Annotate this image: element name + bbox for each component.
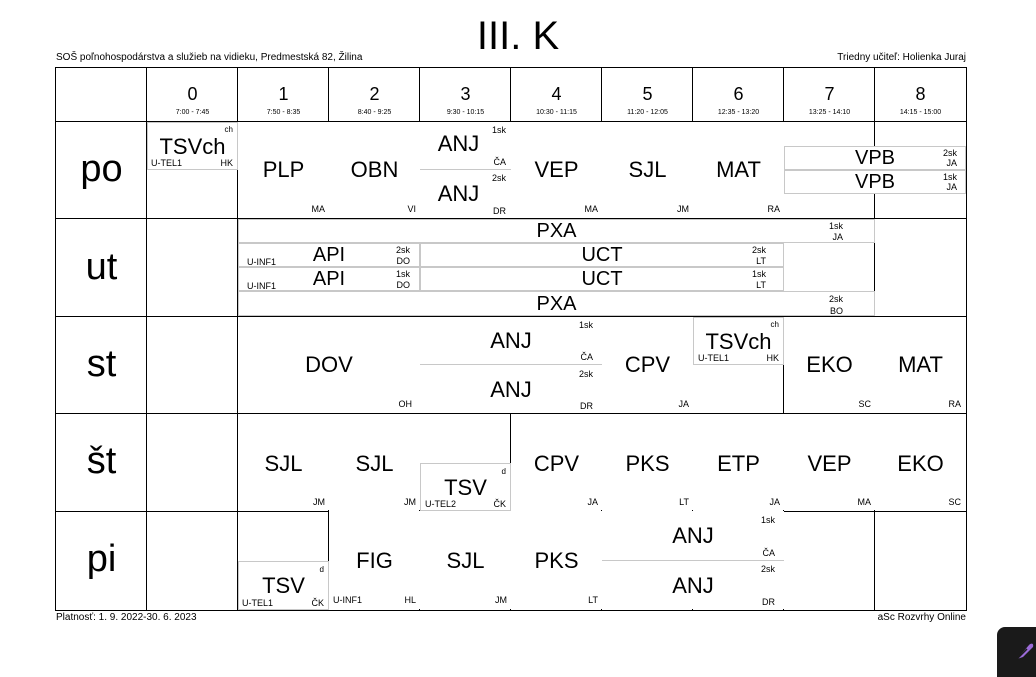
lesson-group: 2sk [578,369,593,379]
lesson-teacher: HK [766,353,779,363]
lesson-subject: FIG [356,548,393,573]
lesson-card[interactable] [420,511,511,609]
lesson-card[interactable] [420,243,784,267]
period-number: 5 [642,84,653,104]
lesson-teacher: RA [948,399,961,409]
lesson-card[interactable] [238,122,329,218]
lesson-subject: ANJ [437,131,480,156]
day-label-po: po [80,148,123,190]
lesson-subject: ANJ [490,377,532,402]
period-number: 0 [187,84,198,104]
period-time: 10:30 - 11:15 [536,109,577,116]
lesson-teacher: HK [220,158,233,168]
lesson-subject: SJL [264,451,303,476]
lesson-subject: SJL [628,157,667,182]
period-number: 4 [551,84,562,104]
lesson-teacher: ČA [493,157,506,167]
lesson-subject: PKS [625,451,670,476]
lesson-card[interactable] [602,414,693,510]
lesson-teacher: SC [948,497,961,507]
lesson-room: U-TEL1 [242,598,274,608]
lesson-subject: TSV [262,573,305,598]
lesson-teacher: JA [946,182,957,192]
lesson-card[interactable] [420,317,602,365]
period-time: 14:15 - 15:00 [899,109,942,116]
lesson-subject: TSVch [159,134,226,159]
lesson-teacher: MA [311,204,325,214]
lesson-card[interactable] [238,414,329,510]
lesson-card[interactable] [420,122,511,170]
lesson-teacher: RA [767,204,780,214]
lesson-card[interactable] [784,170,966,194]
lesson-teacher: JA [769,497,780,507]
day-label-ut: ut [85,246,118,288]
lesson-card[interactable] [693,414,784,510]
lesson-room: U-TEL1 [698,353,730,363]
lesson-teacher: LT [756,280,766,290]
credit-note: aSc Rozvrhy Online [877,612,966,623]
lesson-subject: ANJ [437,181,480,206]
lesson-teacher: MA [584,204,598,214]
lesson-card[interactable] [693,122,784,218]
lesson-card[interactable] [511,414,602,510]
lesson-subject: ANJ [672,523,714,548]
lesson-group: 1sk [942,172,957,182]
day-label-st: st [86,343,117,385]
lesson-group: 2sk [395,245,410,255]
lesson-teacher: LT [679,497,689,507]
lesson-card[interactable] [238,219,875,243]
lesson-subject: UCT [581,268,623,290]
lesson-card[interactable] [329,511,420,609]
lesson-subject: TSV [444,475,487,500]
lesson-teacher: LT [588,595,598,605]
lesson-subject: EKO [806,352,853,377]
lesson-group: 1sk [578,320,593,330]
period-time: 7:50 - 8:35 [266,109,301,116]
lesson-group: 1sk [491,125,506,135]
lesson-card[interactable] [602,317,693,413]
period-number: 8 [915,84,926,104]
lesson-room: U-INF1 [247,281,276,291]
lesson-teacher: ČK [311,598,324,608]
lesson-teacher: OH [398,399,412,409]
lesson-subject: VEP [534,157,579,182]
lesson-group: 1sk [760,515,775,525]
lesson-subject: EKO [897,451,944,476]
lesson-teacher: JM [677,204,689,214]
lesson-card[interactable] [511,122,602,218]
lesson-teacher: ČA [762,548,775,558]
lesson-group: 1sk [751,269,766,279]
lesson-group: 2sk [760,564,775,574]
period-number: 6 [733,84,744,104]
lesson-card[interactable] [693,317,784,365]
lesson-teacher: DR [762,597,775,607]
lesson-teacher: VI [407,204,416,214]
lesson-card[interactable] [238,243,420,267]
lesson-group: ch [224,125,233,134]
lesson-subject: CPV [533,451,580,476]
lesson-teacher: LT [756,256,766,266]
lesson-subject: ETP [717,451,760,476]
lesson-card[interactable] [784,317,875,413]
validity-note: Platnosť: 1. 9. 2022-30. 6. 2023 [56,612,197,623]
lesson-teacher: MA [857,497,871,507]
period-time: 12:35 - 13:20 [717,109,760,116]
lesson-teacher: JM [313,497,325,507]
lesson-card[interactable] [420,463,511,511]
lesson-subject: OBN [350,157,399,182]
lesson-card[interactable] [238,561,329,610]
lesson-card[interactable] [875,317,966,413]
lesson-group: 2sk [942,148,957,158]
lesson-card[interactable] [784,414,875,510]
lesson-card[interactable] [602,122,693,218]
lesson-subject: SJL [355,451,394,476]
lesson-group: 1sk [395,269,410,279]
lesson-group: ch [770,320,779,329]
lesson-card[interactable] [784,146,966,170]
lesson-subject: VPB [854,147,896,169]
lesson-teacher: DO [396,280,410,290]
period-time: 11:20 - 12:05 [627,109,668,116]
lesson-subject: TSVch [705,329,772,354]
lesson-teacher: JA [946,158,957,168]
class-teacher: Triedny učiteľ: Holienka Juraj [837,52,966,63]
page-title: III. K [476,14,560,58]
lesson-group: d [319,565,324,574]
school-name: SOŠ poľnohospodárstva a služieb na vidieku, Predmestská 82, Žilina [56,52,363,63]
lesson-room: U-TEL2 [425,499,457,509]
lesson-subject: PXA [536,220,577,242]
lesson-card[interactable] [511,511,602,609]
lesson-room: U-TEL1 [151,158,183,168]
period-time: 8:40 - 9:25 [357,109,392,116]
lesson-group: 1sk [828,221,843,231]
lesson-subject: ANJ [672,573,714,598]
lesson-subject: DOV [305,352,353,377]
lesson-card[interactable] [238,267,420,291]
lesson-group: 2sk [491,173,506,183]
lesson-teacher: JA [587,497,598,507]
period-number: 1 [278,84,289,104]
lesson-teacher: DR [493,206,506,216]
lesson-subject: API [312,244,346,266]
lesson-card[interactable] [329,414,420,510]
lesson-teacher: JA [832,232,843,242]
lesson-teacher: JM [495,595,507,605]
lesson-group: 2sk [828,294,843,304]
lesson-subject: ANJ [490,328,532,353]
lesson-card[interactable] [147,122,238,170]
lesson-subject: VEP [807,451,852,476]
lesson-card[interactable] [602,561,784,609]
day-label-stvrtok: št [86,440,117,482]
lesson-teacher: ČA [580,352,593,362]
lesson-card[interactable] [420,170,511,218]
lesson-subject: UCT [581,244,623,266]
lesson-card[interactable] [238,291,875,316]
lesson-teacher: DR [580,401,593,411]
period-time: 13:25 - 14:10 [808,109,851,116]
lesson-card[interactable] [602,511,784,561]
lesson-subject: PLP [262,157,305,182]
lesson-subject: API [312,268,346,290]
lesson-subject: SJL [446,548,485,573]
lesson-subject: MAT [898,352,943,377]
lesson-card[interactable] [420,365,602,413]
period-time: 9:30 - 10:15 [446,109,485,116]
lesson-teacher: BO [829,306,843,316]
lesson-card[interactable] [238,317,420,413]
day-label-pi: pi [86,538,117,580]
lesson-teacher: ČK [493,499,506,509]
lesson-room: U-INF1 [333,595,362,605]
lesson-group: d [501,467,506,476]
period-number: 2 [369,84,380,104]
lesson-card[interactable] [875,414,966,510]
feather-pen-icon [1015,641,1035,661]
lesson-teacher: HL [404,595,416,605]
lesson-teacher: JA [678,399,689,409]
lesson-subject: PXA [536,293,577,315]
lesson-subject: CPV [624,352,671,377]
lesson-card[interactable] [420,267,784,291]
app-launcher[interactable] [997,627,1036,677]
lesson-teacher: SC [858,399,871,409]
period-number: 7 [824,84,835,104]
lesson-subject: PKS [534,548,579,573]
lesson-group: 2sk [751,245,766,255]
lesson-teacher: DO [396,256,410,266]
lesson-subject: VPB [854,171,896,193]
period-time: 7:00 - 7:45 [175,109,210,116]
lesson-teacher: JM [404,497,416,507]
lesson-room: U-INF1 [247,257,276,267]
lesson-subject: MAT [716,157,761,182]
period-number: 3 [460,84,471,104]
